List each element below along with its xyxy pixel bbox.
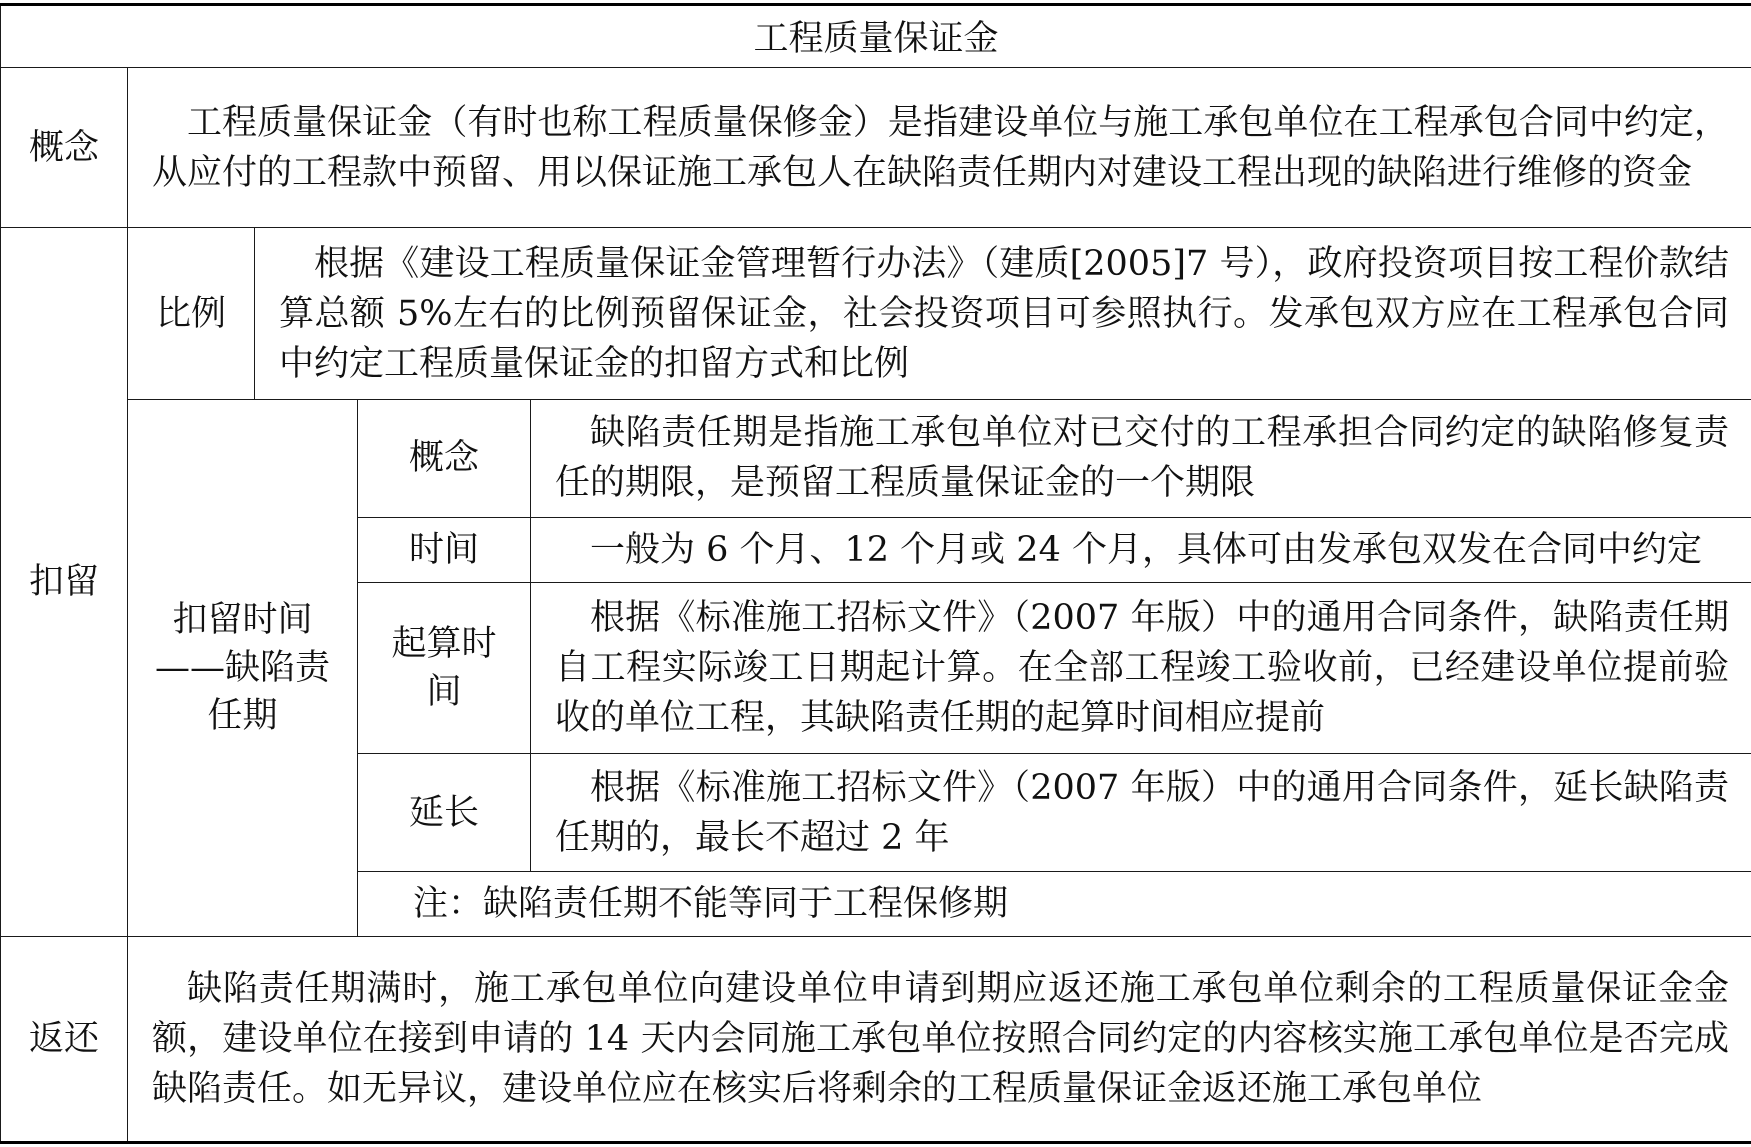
withhold-label: 扣留 xyxy=(1,228,128,936)
period-concept-row xyxy=(1,400,1751,518)
period-concept-text: 缺陷责任期是指施工承包单位对已交付的工程承担合同约定的缺陷修复责任的期限，是预留工程质量保证金的一个期限 xyxy=(531,400,1751,518)
period-concept-label: 概念 xyxy=(358,400,531,518)
refund-text: 缺陷责任期满时，施工承包单位向建设单位申请到期应返还施工承包单位剩余的工程质量保证金金额，建设单位在接到申请的 14 天内会同施工承包单位按照合同约定的内容核实施工承包单位是否完成缺陷责任。如无异议，建设单位应在核实后将剩余的工程质量保证金返还施工承包单位 xyxy=(128,936,1751,1142)
period-extend-label: 延长 xyxy=(358,754,531,872)
period-extend-text: 根据《标准施工招标文件》（2007 年版）中的通用合同条件，延长缺陷责任期的，最长不超过 2 年 xyxy=(531,754,1751,872)
period-time-label: 时间 xyxy=(358,517,531,582)
period-start-label: 起算时间 xyxy=(358,582,531,754)
period-start-text: 根据《标准施工招标文件》（2007 年版）中的通用合同条件，缺陷责任期自工程实际竣工日期起计算。在全部工程竣工验收前，已经建设单位提前验收的单位工程，其缺陷责任期的起算时间相应提前 xyxy=(531,582,1751,754)
period-time-text: 一般为 6 个月、12 个月或 24 个月，具体可由发承包双发在合同中约定 xyxy=(531,517,1751,582)
refund-label: 返还 xyxy=(1,936,128,1142)
title-row xyxy=(1,5,1751,68)
ratio-text: 根据《建设工程质量保证金管理暂行办法》（建质[2005]7 号），政府投资项目按工程价款结算总额 5%左右的比例预留保证金，社会投资项目可参照执行。发承包双方应在工程承包合同中约定工程质量保证金的扣留方式和比例 xyxy=(255,228,1751,400)
table-title: 工程质量保证金 xyxy=(1,5,1751,68)
quality-deposit-table xyxy=(0,3,1751,1144)
period-note: 注：缺陷责任期不能等同于工程保修期 xyxy=(358,871,1751,936)
period-label: 扣留时间——缺陷责任期 xyxy=(128,400,358,937)
ratio-row xyxy=(1,228,1751,400)
concept-row xyxy=(1,67,1751,228)
refund-row xyxy=(1,936,1751,1142)
concept-text: 工程质量保证金（有时也称工程质量保修金）是指建设单位与施工承包单位在工程承包合同中约定，从应付的工程款中预留、用以保证施工承包人在缺陷责任期内对建设工程出现的缺陷进行维修的资金 xyxy=(128,67,1751,228)
ratio-label: 比例 xyxy=(128,228,255,400)
concept-label: 概念 xyxy=(1,67,128,228)
